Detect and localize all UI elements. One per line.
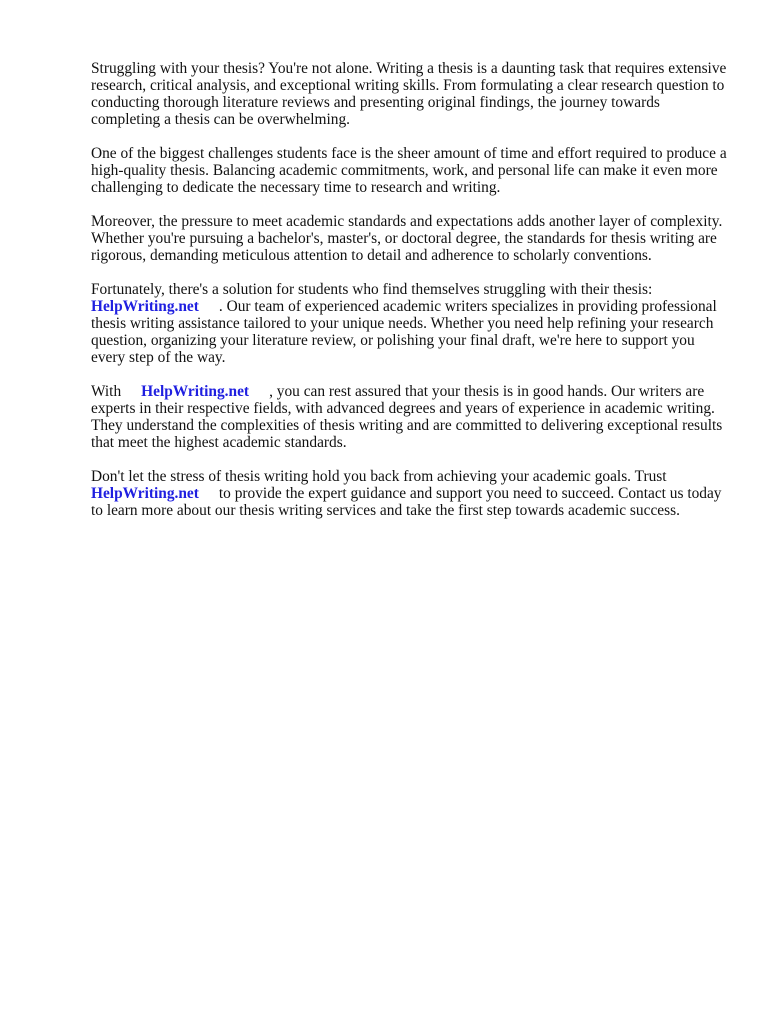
paragraph-assurance	[91, 383, 731, 451]
paragraph-solution	[91, 281, 731, 366]
paragraph-assurance-text-before: With	[91, 383, 122, 400]
paragraph-pressure-text: Moreover, the pressure to meet academic standards and expectations adds another layer of complexity. Whether you're pursuing a bachelor's, master's, or doctoral degree, the standards for thesis writing are rigorous, demanding meticulous attention to detail and adherence to scholarly conventions.	[91, 213, 723, 264]
paragraph-solution-text-before: Fortunately, there's a solution for students who find themselves struggling with their thesis:	[91, 281, 653, 298]
document-body	[91, 60, 731, 536]
paragraph-pressure	[91, 213, 731, 264]
paragraph-challenges-text: One of the biggest challenges students face is the sheer amount of time and effort required to produce a high-quality thesis. Balancing academic commitments, work, and personal life can make it even more challenging to dedicate the necessary time to research and writing.	[91, 145, 727, 196]
paragraph-solution-text-after: . Our team of experienced academic writers specializes in providing professional thesis writing assistance tailored to your unique needs. Whether you need help refining your research question, organizing your literature review, or polishing your final draft, we're here to support you every step of the way.	[91, 298, 717, 366]
helpwriting-link-2[interactable]: HelpWriting.net	[141, 383, 250, 400]
paragraph-intro	[91, 60, 731, 128]
paragraph-closing	[91, 468, 731, 519]
paragraph-closing-text-before: Don't let the stress of thesis writing hold you back from achieving your academic goals. Trust	[91, 468, 667, 485]
paragraph-challenges	[91, 145, 731, 196]
helpwriting-link-1[interactable]: HelpWriting.net	[91, 298, 199, 315]
helpwriting-link-3[interactable]: HelpWriting.net	[91, 485, 199, 502]
paragraph-intro-text: Struggling with your thesis? You're not alone. Writing a thesis is a daunting task that requires extensive research, critical analysis, and exceptional writing skills. From formulating a clear research question to conducting thorough literature reviews and presenting original findings, the journey towards completing a thesis can be overwhelming.	[91, 60, 727, 128]
paragraph-assurance-text-after: , you can rest assured that your thesis is in good hands. Our writers are experts in their respective fields, with advanced degrees and years of experience in academic writing. They understand the complexities of thesis writing and are committed to delivering exceptional results that meet the highest academic standards.	[91, 383, 723, 451]
paragraph-closing-text-after: to provide the expert guidance and support you need to succeed. Contact us today to learn more about our thesis writing services and take the first step towards academic success.	[91, 485, 722, 519]
